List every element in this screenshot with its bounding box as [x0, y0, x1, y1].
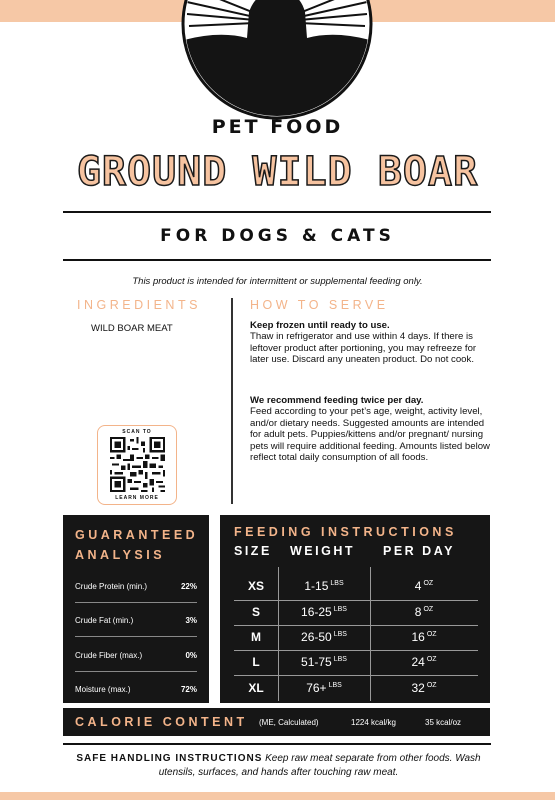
weight-unit: LBS [333, 606, 347, 613]
divider-top [63, 211, 491, 213]
row-size: S [251, 605, 260, 619]
weight-value: 26-50 [301, 630, 332, 644]
guaranteed-analysis-panel [63, 515, 209, 703]
safe-handling-heading: SAFE HANDLING INSTRUCTIONS [76, 753, 263, 764]
row-weight [278, 681, 370, 695]
bottom-color-band [0, 792, 555, 800]
ga-value: 0% [185, 651, 197, 660]
row-size: M [251, 630, 261, 644]
brand-logo [177, 0, 377, 120]
amount-unit: OZ [423, 606, 434, 613]
feeding-instructions-panel [220, 515, 490, 703]
amount-unit: OZ [426, 631, 437, 638]
serve-block-frequency [250, 395, 490, 463]
calorie-per-oz: 35 kcal/oz [425, 718, 462, 727]
table-row-divider [234, 600, 478, 601]
row-weight [278, 655, 370, 669]
guaranteed-analysis-heading [75, 525, 198, 565]
row-amount [370, 630, 478, 644]
intended-use-note: This product is intended for intermittent or supplemental feeding only. [132, 276, 423, 287]
ga-row-moisture [75, 685, 197, 694]
calorie-content-bar [63, 708, 490, 736]
amount-value: 24 [411, 655, 425, 669]
weight-value: 1-15 [304, 579, 329, 593]
ga-divider [75, 671, 197, 672]
row-amount [370, 655, 478, 669]
table-row-divider [234, 625, 478, 626]
ga-value: 72% [180, 685, 197, 694]
weight-unit: LBS [333, 656, 347, 663]
ga-divider [75, 636, 197, 637]
ingredient-item: WILD BOAR MEAT [91, 323, 173, 334]
feeding-instructions-heading: FEEDING INSTRUCTIONS [234, 525, 457, 539]
ga-divider [75, 602, 197, 603]
serve-frequency-title: We recommend feeding twice per day. [250, 395, 424, 406]
ga-heading-line2: ANALYSIS [75, 548, 166, 562]
amount-value: 16 [411, 630, 425, 644]
row-weight [278, 579, 370, 593]
col-size-header: SIZE [234, 544, 272, 558]
divider-bottom [63, 259, 491, 261]
qr-top-label: SCAN TO [122, 429, 152, 435]
amount-unit: OZ [426, 682, 437, 689]
row-amount [370, 579, 478, 593]
weight-unit: LBS [328, 682, 342, 689]
col-perday-header: PER DAY [383, 544, 455, 558]
product-category: PET FOOD [211, 116, 344, 138]
table-row-divider [234, 650, 478, 651]
ga-row-fat [75, 616, 197, 625]
serve-frequency-text: Feed according to your pet’s age, weight, activity level, and/or dietary needs. Suggested amounts are intended for adult pets. Puppies/kittens and/or pregnant/ nursing pets will require additional feeding. Amounts listed below reflect total daily consumption of all foods. [250, 406, 490, 464]
row-amount [370, 681, 478, 695]
qr-bottom-label: LEARN MORE [115, 495, 159, 501]
ga-row-fiber [75, 651, 197, 660]
col-weight-header: WEIGHT [290, 544, 355, 558]
audience-label: FOR DOGS & CATS [160, 226, 395, 246]
ga-label: Moisture (max.) [75, 685, 131, 694]
weight-unit: LBS [333, 631, 347, 638]
row-size: XL [248, 681, 264, 695]
safe-handling-divider [63, 743, 491, 745]
amount-value: 4 [414, 579, 422, 593]
calorie-content-heading: CALORIE CONTENT [75, 715, 248, 729]
row-weight [278, 605, 370, 619]
ga-heading-line1: GUARANTEED [75, 528, 199, 542]
ga-row-protein [75, 582, 197, 591]
serve-frozen-text: Thaw in refrigerator and use within 4 days. If there is leftover product after portioning, you may refreeze for later use. Discard any uneaten product. Do not cook. [250, 331, 477, 366]
serve-block-frozen [250, 320, 490, 366]
row-weight [278, 630, 370, 644]
serve-frozen-title: Keep frozen until ready to use. [250, 320, 390, 331]
row-size: L [252, 655, 260, 669]
weight-value: 51-75 [301, 655, 332, 669]
safe-handling-text: Keep raw meat separate from other foods. Wash utensils, surfaces, and hands after touching raw meat. [158, 753, 481, 778]
amount-value: 32 [411, 681, 425, 695]
how-to-serve-heading: HOW TO SERVE [250, 298, 389, 312]
qr-code-icon [110, 437, 165, 492]
weight-value: 76+ [306, 681, 327, 695]
amount-unit: OZ [423, 580, 434, 587]
safe-handling-instructions [66, 752, 491, 780]
qr-code-card[interactable] [97, 425, 177, 505]
ga-label: Crude Fat (min.) [75, 616, 134, 625]
weight-unit: LBS [330, 580, 344, 587]
column-divider [231, 298, 233, 504]
calorie-method: (ME, Calculated) [259, 718, 319, 727]
table-row-divider [234, 675, 478, 676]
calorie-per-kg: 1224 kcal/kg [351, 718, 396, 727]
ga-value: 3% [185, 616, 197, 625]
row-amount [370, 605, 478, 619]
amount-value: 8 [414, 605, 422, 619]
product-name: GROUND WILD BOAR [76, 149, 479, 195]
ga-value: 22% [180, 582, 197, 591]
weight-value: 16-25 [301, 605, 332, 619]
ga-label: Crude Fiber (max.) [75, 651, 143, 660]
row-size: XS [247, 579, 264, 593]
amount-unit: OZ [426, 656, 437, 663]
ingredients-heading: INGREDIENTS [77, 298, 201, 312]
ga-label: Crude Protein (min.) [75, 582, 148, 591]
